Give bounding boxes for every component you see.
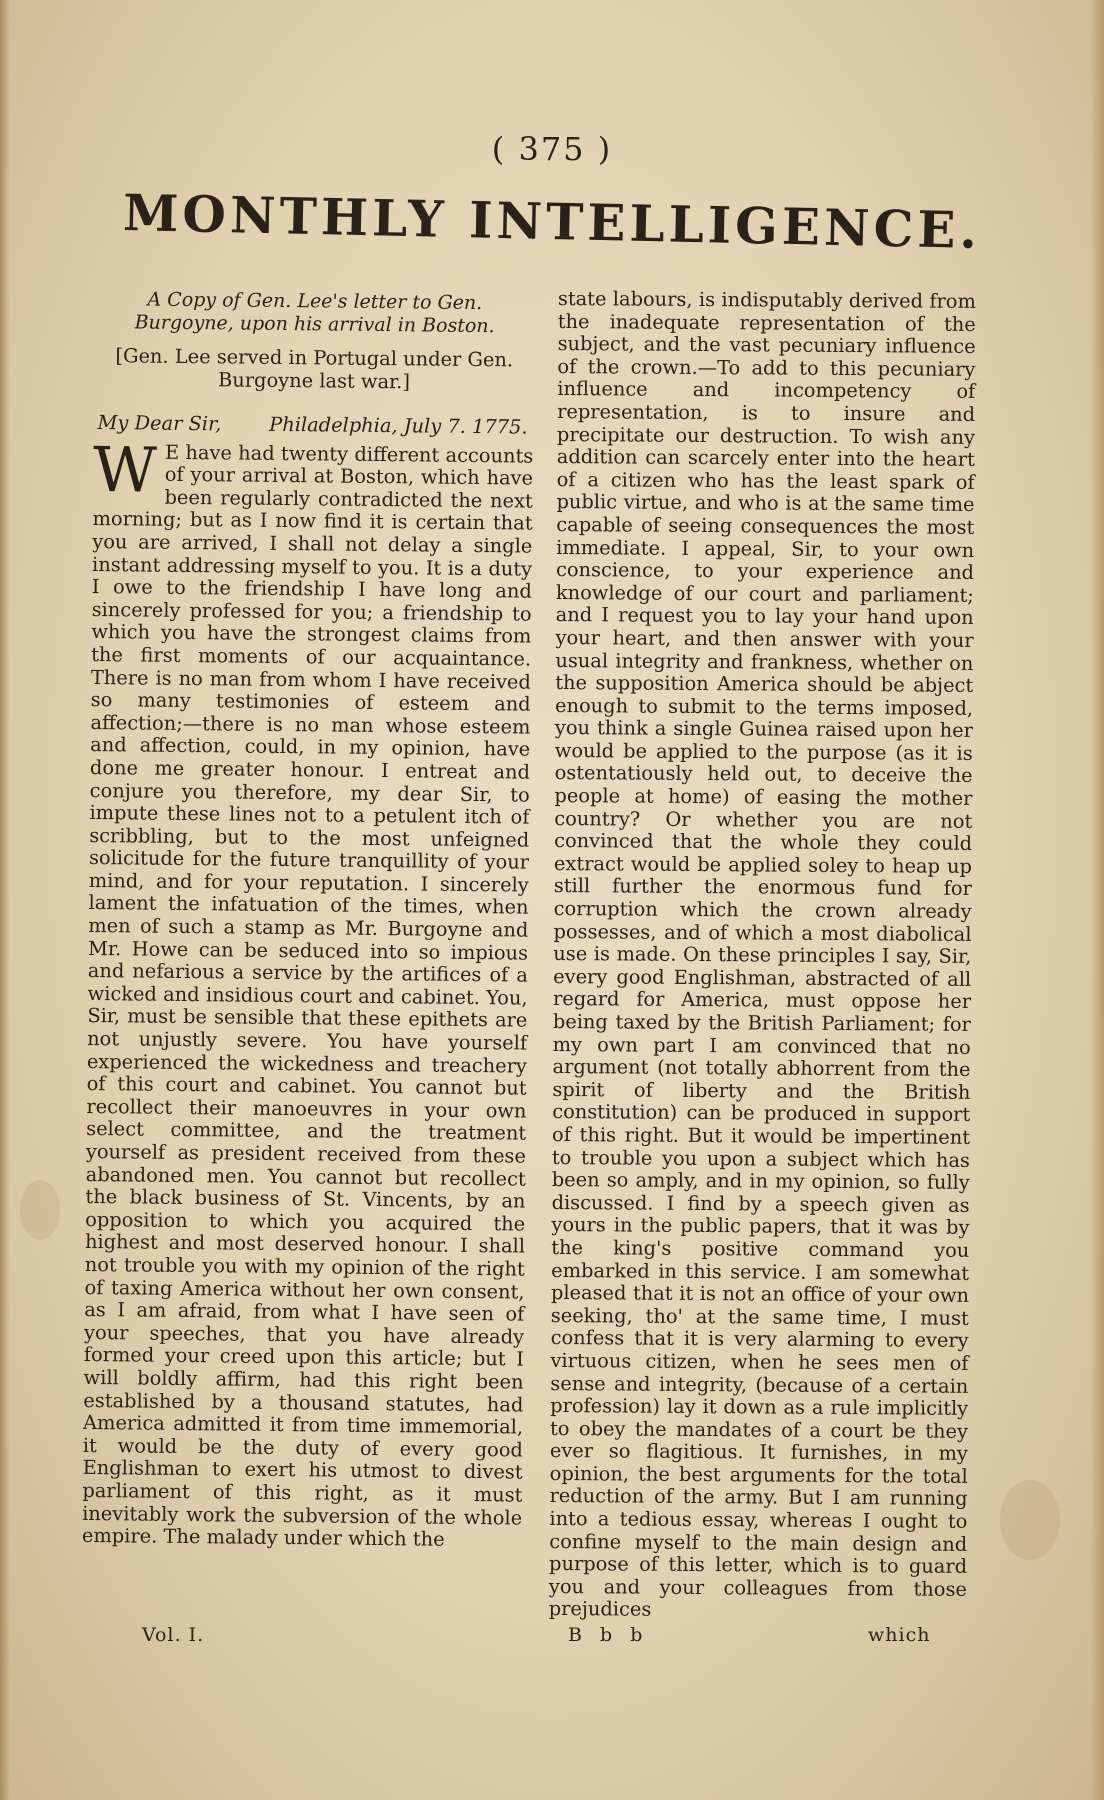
- page-number: ( 375 ): [491, 130, 613, 168]
- salutation: My Dear Sir,: [97, 411, 222, 436]
- page-edge-left: [0, 0, 10, 1800]
- right-column-text: state labours, is indisputably derived from the inadequate representation of the subject, and the vast pecuniary influence of the crown.—To add to this pecuniary influence and incompetency of representation, is to insure and precipitate our destruction. To wish any addition can scarcely enter into the heart of a citizen who has the least spark of public virtue, and who is at the same time capable of seeing consequences the most immediate. I appeal, Sir, to your own conscience, to your experience and knowledge of our court and parliament; and I request you to lay your hand upon your heart, and then answer with your usual integrity and frankness, whether on the supposition America should be abject enough to submit to the terms imposed, you think a single Guinea raised upon her would be applied to the purpose (as it is ostentatiously held out, to deceive the people at home) of easing the mother country? Or whether you are not convinced that the whole they could extract would be applied soley to heap up still further the enormous fund for corruption which the crown already possesses, and of which a most diabolical use is made. On these principles I say, Sir, every good Englishman, abstracted of all regard for America, must oppose her being taxed by the British Parliament; for my own part I am convinced that no argument (not totally abhorrent from the spirit of liberty and the British constitution) can be produced in support of this right. But it would be impertinent to trouble you upon a subject which has been so amply, and in my opinion, so fully discussed. I find by a speech given as yours in the public papers, that it was by the king's positive command you embarked in this service. I am somewhat pleased that it is not an office of your own seeking, tho' at the same time, I must confess that it is very alarming to every virtuous citizen, when he sees men of sense and integrity, (because of a certain profession) lay it down as a rule implicitly to obey the mandates of a court be they ever so flagitious. It furnishes, in my opinion, the best arguments for the total reduction of the army. But I am running into a tedious essay, whereas I ought to confine myself to the main design and purpose of this letter, which is to guard you and your colleagues from those prejudices: [548, 287, 976, 1622]
- catchword: which: [868, 1624, 931, 1646]
- left-column: [82, 288, 535, 1552]
- salutation-row: [93, 412, 533, 439]
- paper-stain: [1000, 1480, 1060, 1560]
- signature-mark: B b b: [568, 1624, 649, 1646]
- page-title: MONTHLY INTELLIGENCE.: [122, 183, 982, 260]
- volume-label: Vol. I.: [142, 1624, 205, 1646]
- paper-stain: [20, 1180, 60, 1240]
- right-column: [549, 288, 976, 1624]
- page-edge-right: [1090, 0, 1104, 1800]
- article-headline: A Copy of Gen. Lee's letter to Gen. Burgoyne, upon his arrival in Boston.: [134, 288, 495, 338]
- left-column-text: E have had twenty different accounts of your arrival at Boston, which have been regularly contradicted the next morning; but as I now find it is certain that you are arrived, I shall not delay a single instant addressing myself to you. It is a duty I owe to the friendship I have long and sincerely professed for you; a friendship to which you have the strongest claims from the first moments of our acquaintance. There is no man from whom I have received so many testimonies of esteem and affection;—there is no man whose esteem and affection, could, in my opinion, have done me greater honour. I entreat and conjure you therefore, my dear Sir, to impute these lines not to a petulent itch of scribbling, but to the most unfeigned solicitude for the future tranquillity of your mind, and for your reputation. I sincerely lament the infatuation of the times, when men of such a stamp as Mr. Burgoyne and Mr. Howe can be seduced into so impious and nefarious a service by the artifices of a wicked and insidious court and cabinet. You, Sir, must be sensible that these epithets are not unjustly severe. You have yourself experienced the wickedness and treachery of this court and cabinet. You cannot but recollect their manoeuvres in your own select committee, and the treatment yourself as president received from these abandoned men. You cannot but recollect the black business of St. Vincents, by an opposition to which you acquired the highest and most deserved honour. I shall not trouble you with my opinion of the right of taxing America without her own consent, as I am afraid, from what I have seen of your speeches, that you have already formed your creed upon this article; but I will boldly affirm, had this right been established by a thousand statutes, had America admitted it from time immemorial, it would be the duty of every good Englishman to exert his utmost to divest parliament of this right, as it must inevitably work the subversion of the whole empire. The malady under which the: [81, 440, 534, 1551]
- drop-cap: W: [92, 432, 158, 507]
- editorial-note: [Gen. Lee served in Portugal under Gen. Burgoyne last war.]: [115, 344, 514, 394]
- dateline: Philadelphia, July 7. 1775.: [269, 412, 528, 439]
- letter-body-left: [81, 432, 534, 1553]
